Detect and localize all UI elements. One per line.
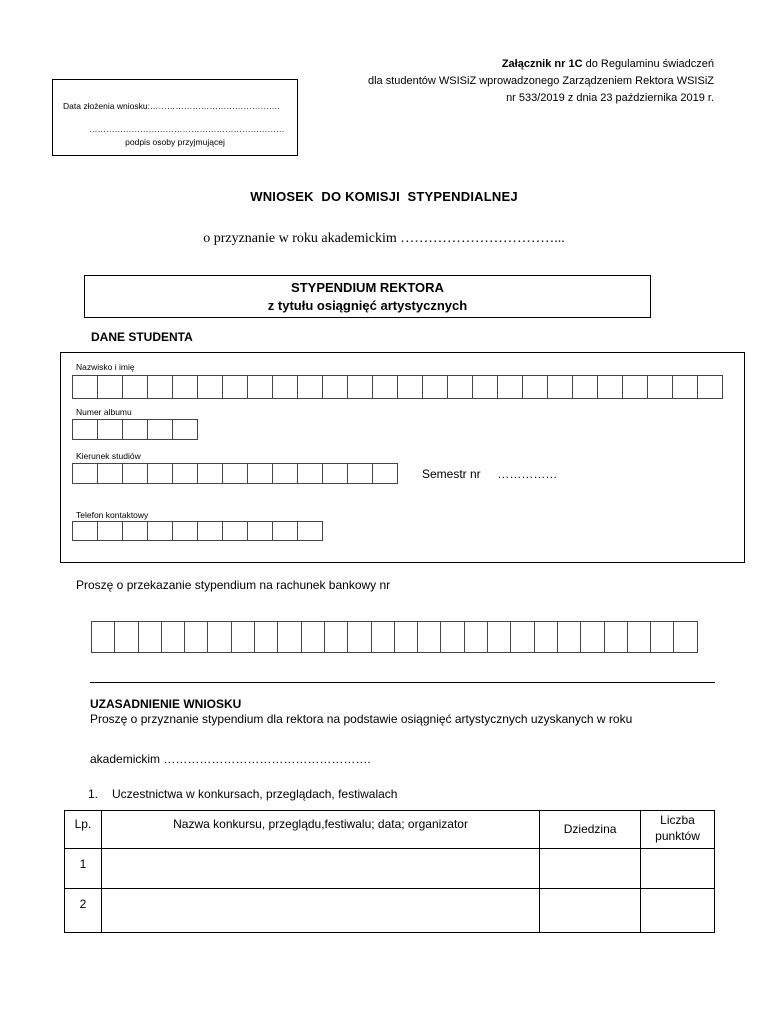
name-label: Nazwisko i imię (76, 362, 135, 372)
input-cell[interactable] (394, 621, 418, 653)
input-cell[interactable] (534, 621, 558, 653)
input-cell[interactable] (172, 463, 198, 484)
input-cell[interactable] (147, 375, 173, 399)
bank-account-text: Proszę o przekazanie stypendium na rachunek bankowy nr (76, 578, 391, 592)
input-cell[interactable] (254, 621, 278, 653)
header-lp: Lp. (65, 811, 102, 849)
input-cell[interactable] (597, 375, 623, 399)
field-of-study-input-cells[interactable] (72, 463, 398, 484)
appendix-note (294, 56, 714, 107)
album-input-cells[interactable] (72, 419, 198, 440)
appendix-line3: nr 533/2019 z dnia 23 października 2019 r. (506, 92, 714, 104)
row-field-cell[interactable] (540, 849, 641, 889)
row-name-cell[interactable] (101, 849, 539, 889)
input-cell[interactable] (464, 621, 488, 653)
input-cell[interactable] (472, 375, 498, 399)
input-cell[interactable] (522, 375, 548, 399)
input-cell[interactable] (372, 463, 398, 484)
appendix-number: Załącznik nr 1C (501, 58, 583, 70)
input-cell[interactable] (147, 419, 173, 440)
input-cell[interactable] (510, 621, 534, 653)
input-cell[interactable] (222, 463, 248, 484)
scholarship-type-box (84, 275, 651, 318)
receiver-signature-label: podpis osoby przyjmującej (125, 137, 225, 147)
input-cell[interactable] (622, 375, 648, 399)
page-title: WNIOSEK DO KOMISJI STYPENDIALNEJ (250, 189, 518, 204)
input-cell[interactable] (272, 375, 298, 399)
input-cell[interactable] (650, 621, 674, 653)
input-cell[interactable] (547, 375, 573, 399)
input-cell[interactable] (672, 375, 698, 399)
scholarship-type-title: STYPENDIUM REKTORA (291, 280, 444, 295)
input-cell[interactable] (277, 621, 301, 653)
appendix-line1: do Regulaminu świadczeń (582, 58, 714, 70)
divider (90, 682, 715, 683)
input-cell[interactable] (122, 375, 148, 399)
input-cell[interactable] (580, 621, 604, 653)
input-cell[interactable] (673, 621, 697, 653)
input-cell[interactable] (231, 621, 255, 653)
input-cell[interactable] (247, 521, 273, 541)
input-cell[interactable] (272, 463, 298, 484)
input-cell[interactable] (371, 621, 395, 653)
input-cell[interactable] (138, 621, 162, 653)
input-cell[interactable] (647, 375, 673, 399)
semester-label: Semestr nr (422, 467, 481, 481)
input-cell[interactable] (97, 375, 123, 399)
input-cell[interactable] (122, 463, 148, 484)
academic-year-line[interactable]: o przyznanie w roku akademickim ……………………………... (203, 231, 565, 246)
appendix-line2: dla studentów WSISiZ wprowadzonego Zarządzeniem Rektora WSISiZ (367, 75, 714, 87)
input-cell[interactable] (417, 621, 441, 653)
phone-label: Telefon kontaktowy (76, 510, 149, 520)
table-header-row (65, 811, 715, 849)
input-cell[interactable] (72, 375, 98, 399)
input-cell[interactable] (247, 375, 273, 399)
input-cell[interactable] (697, 375, 723, 399)
input-cell[interactable] (297, 375, 323, 399)
input-cell[interactable] (172, 375, 198, 399)
input-cell[interactable] (72, 463, 98, 484)
row-field-cell[interactable] (540, 889, 641, 933)
input-cell[interactable] (91, 621, 115, 653)
row-points-cell[interactable] (641, 889, 715, 933)
input-cell[interactable] (97, 419, 123, 440)
input-cell[interactable] (497, 375, 523, 399)
input-cell[interactable] (222, 375, 248, 399)
input-cell[interactable] (557, 621, 581, 653)
input-cell[interactable] (122, 521, 148, 541)
justification-text: Proszę o przyznanie stypendium dla rektora na podstawie osiągnięć artystycznych uzyskanych w roku (90, 712, 633, 726)
input-cell[interactable] (172, 521, 198, 541)
input-cell[interactable] (72, 521, 98, 541)
bank-account-input-cells[interactable] (91, 621, 698, 653)
header-points (641, 811, 715, 849)
input-cell[interactable] (247, 463, 273, 484)
row-name-cell[interactable] (101, 889, 539, 933)
receipt-box (52, 79, 298, 156)
input-cell[interactable] (222, 521, 248, 541)
input-cell[interactable] (147, 521, 173, 541)
input-cell[interactable] (572, 375, 598, 399)
submission-date-field[interactable]: Data złożenia wniosku:………………………………………. (63, 101, 280, 111)
header-points-line1: Liczba (660, 813, 695, 827)
input-cell[interactable] (322, 375, 348, 399)
input-cell[interactable] (347, 375, 373, 399)
input-cell[interactable] (72, 419, 98, 440)
header-points-line2: punktów (655, 829, 700, 843)
input-cell[interactable] (172, 419, 198, 440)
scholarship-type-subtitle: z tytułu osiągnięć artystycznych (267, 298, 468, 313)
phone-input-cells[interactable] (72, 521, 323, 541)
table-row (65, 889, 715, 933)
input-cell[interactable] (322, 463, 348, 484)
header-field: Dziedzina (540, 811, 641, 849)
input-cell[interactable] (184, 621, 208, 653)
input-cell[interactable] (97, 521, 123, 541)
album-label: Numer albumu (76, 407, 132, 417)
list-item-number: 1. (88, 787, 99, 801)
header-name: Nazwa konkursu, przeglądu,festiwalu; data; organizator (101, 811, 539, 849)
row-lp: 2 (65, 889, 102, 933)
input-cell[interactable] (122, 419, 148, 440)
student-data-heading: DANE STUDENTA (91, 330, 193, 344)
input-cell[interactable] (397, 375, 423, 399)
row-lp: 1 (65, 849, 102, 889)
achievements-table (64, 810, 715, 933)
input-cell[interactable] (347, 463, 373, 484)
input-cell[interactable] (447, 375, 473, 399)
input-cell[interactable] (627, 621, 651, 653)
input-cell[interactable] (297, 463, 323, 484)
semester-field[interactable] (422, 467, 557, 481)
input-cell[interactable] (297, 521, 323, 541)
table-row (65, 849, 715, 889)
input-cell[interactable] (147, 463, 173, 484)
input-cell[interactable] (97, 463, 123, 484)
justification-heading: UZASADNIENIE WNIOSKU (90, 697, 242, 711)
input-cell[interactable] (161, 621, 185, 653)
input-cell[interactable] (197, 375, 223, 399)
input-cell[interactable] (324, 621, 348, 653)
list-item-text: Uczestnictwa w konkursach, przeglądach, festiwalach (112, 787, 398, 801)
input-cell[interactable] (207, 621, 231, 653)
input-cell[interactable] (487, 621, 511, 653)
receiver-signature-line[interactable]: …………………………………………………………… (89, 124, 285, 134)
input-cell[interactable] (197, 521, 223, 541)
input-cell[interactable] (440, 621, 464, 653)
semester-value: …………… (497, 467, 558, 481)
justification-year-line[interactable]: akademickim ……………………………………………. (90, 752, 371, 766)
input-cell[interactable] (272, 521, 298, 541)
input-cell[interactable] (114, 621, 138, 653)
input-cell[interactable] (301, 621, 325, 653)
input-cell[interactable] (347, 621, 371, 653)
input-cell[interactable] (422, 375, 448, 399)
input-cell[interactable] (372, 375, 398, 399)
row-points-cell[interactable] (641, 849, 715, 889)
input-cell[interactable] (604, 621, 628, 653)
input-cell[interactable] (197, 463, 223, 484)
field-of-study-label: Kierunek studiów (76, 451, 141, 461)
name-input-cells[interactable] (72, 375, 723, 399)
